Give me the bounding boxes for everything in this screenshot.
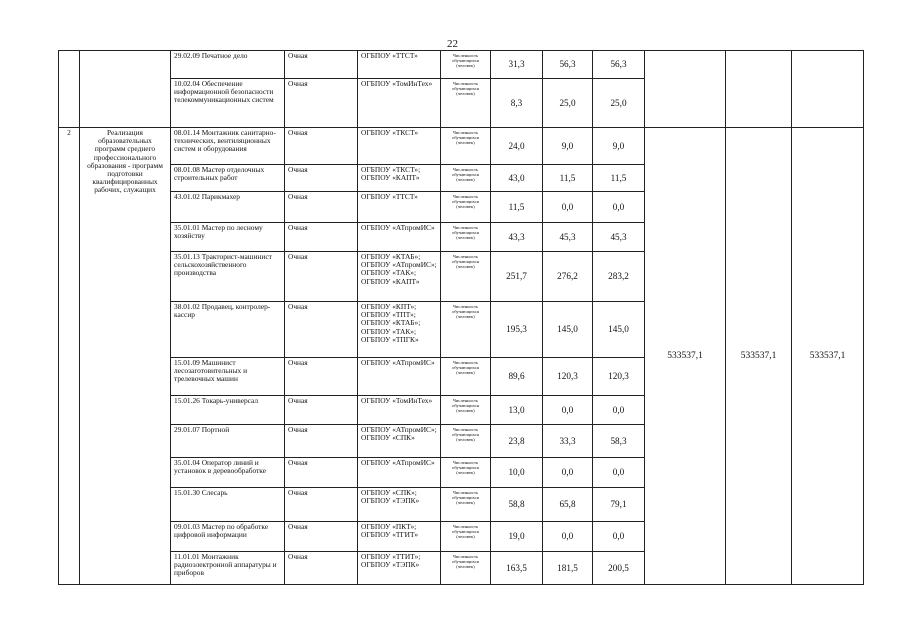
value-cell-1: 58,8 [491, 488, 543, 522]
program-cell: 08.01.14 Монтажник санитарно-технических, вентиляционных систем и оборудования [171, 128, 285, 165]
description-cell-empty [80, 51, 171, 128]
section-total-2: 533537,1 [726, 128, 792, 585]
value-cell-1: 31,3 [491, 51, 543, 79]
organization-cell: ОГБПОУ «АТпромИС» [358, 458, 441, 488]
organization-cell: ОГБПОУ «ТТСТ» [358, 51, 441, 79]
value-cell-2: 120,3 [543, 358, 593, 396]
value-cell-1: 251,7 [491, 252, 543, 302]
value-cell-3: 145,0 [593, 302, 645, 358]
value-cell-2: 276,2 [543, 252, 593, 302]
value-cell-3: 0,0 [593, 458, 645, 488]
value-cell-2: 11,5 [543, 165, 593, 192]
unit-cell: Численность обучающихся (человек) [441, 223, 491, 252]
program-cell: 35.01.04 Оператор линий и установок в деревообработке [171, 458, 285, 488]
value-cell-2: 33,3 [543, 425, 593, 458]
index-cell-empty [59, 51, 80, 128]
organization-cell: ОГБПОУ «ТТСТ» [358, 192, 441, 223]
value-cell-1: 23,8 [491, 425, 543, 458]
value-cell-2: 45,3 [543, 223, 593, 252]
form-cell: Очная [285, 425, 358, 458]
value-cell-1: 163,5 [491, 552, 543, 585]
value-cell-3: 0,0 [593, 522, 645, 552]
organization-cell: ОГБПОУ «СПК»; ОГБПОУ «ТЭПК» [358, 488, 441, 522]
unit-cell: Численность обучающихся (человек) [441, 128, 491, 165]
value-cell-2: 145,0 [543, 302, 593, 358]
program-cell: 08.01.08 Мастер отделочных строительных работ [171, 165, 285, 192]
unit-cell: Численность обучающихся (человек) [441, 165, 491, 192]
program-cell: 29.01.07 Портной [171, 425, 285, 458]
value-cell-3: 11,5 [593, 165, 645, 192]
value-cell-2: 0,0 [543, 192, 593, 223]
table-row [59, 51, 864, 79]
value-cell-2: 65,8 [543, 488, 593, 522]
value-cell-3: 283,2 [593, 252, 645, 302]
unit-cell: Численность обучающихся (человек) [441, 192, 491, 223]
form-cell: Очная [285, 51, 358, 79]
form-cell: Очная [285, 522, 358, 552]
program-cell: 11.01.01 Монтажник радиоэлектронной аппаратуры и приборов [171, 552, 285, 585]
program-cell: 15.01.30 Слесарь [171, 488, 285, 522]
value-cell-1: 8,3 [491, 79, 543, 128]
value-cell-1: 43,3 [491, 223, 543, 252]
value-cell-1: 195,3 [491, 302, 543, 358]
form-cell: Очная [285, 192, 358, 223]
section-description: Реализация образовательных программ среднего профессионального образования - программ подготовки квалифицированных рабочих, служащих [80, 128, 171, 585]
value-cell-2: 0,0 [543, 396, 593, 425]
value-cell-1: 43,0 [491, 165, 543, 192]
value-cell-3: 120,3 [593, 358, 645, 396]
unit-cell: Численность обучающихся (человек) [441, 552, 491, 585]
program-cell: 10.02.04 Обеспечение информационной безопасности телекоммуникационных систем [171, 79, 285, 128]
program-cell: 35.01.13 Тракторист-машинист сельскохозяйственного производства [171, 252, 285, 302]
form-cell: Очная [285, 488, 358, 522]
form-cell: Очная [285, 552, 358, 585]
organization-cell: ОГБПОУ «ТКСТ» [358, 128, 441, 165]
organization-cell: ОГБПОУ «ТТИТ»; ОГБПОУ «ТЭПК» [358, 552, 441, 585]
organization-cell: ОГБПОУ «АТпромИС» [358, 358, 441, 396]
value-cell-1: 13,0 [491, 396, 543, 425]
program-cell: 43.01.02 Парикмахер [171, 192, 285, 223]
value-cell-2: 181,5 [543, 552, 593, 585]
unit-cell: Численность обучающихся (человек) [441, 79, 491, 128]
organization-cell: ОГБПОУ «ТКСТ»; ОГБПОУ «КАПТ» [358, 165, 441, 192]
organization-cell: ОГБПОУ «ТомИнТех» [358, 79, 441, 128]
table-row [59, 128, 864, 165]
total-cell-empty [726, 51, 792, 128]
organization-cell: ОГБПОУ «КПТ»; ОГБПОУ «ТПТ»; ОГБПОУ «КТАБ»; ОГБПОУ «ТАК»; ОГБПОУ «ТПГК» [358, 302, 441, 358]
organization-cell: ОГБПОУ «АТпромИС»; ОГБПОУ «СПК» [358, 425, 441, 458]
program-cell: 38.01.02 Продавец, контролер-кассир [171, 302, 285, 358]
section-index: 2 [59, 128, 80, 585]
value-cell-3: 45,3 [593, 223, 645, 252]
value-cell-2: 0,0 [543, 522, 593, 552]
unit-cell: Численность обучающихся (человек) [441, 358, 491, 396]
unit-cell: Численность обучающихся (человек) [441, 458, 491, 488]
table-body [59, 51, 864, 585]
program-cell: 09.01.03 Мастер по обработке цифровой информации [171, 522, 285, 552]
value-cell-1: 10,0 [491, 458, 543, 488]
value-cell-3: 25,0 [593, 79, 645, 128]
value-cell-3: 79,1 [593, 488, 645, 522]
form-cell: Очная [285, 79, 358, 128]
form-cell: Очная [285, 396, 358, 425]
total-cell-empty [645, 51, 726, 128]
value-cell-1: 24,0 [491, 128, 543, 165]
unit-cell: Численность обучающихся (человек) [441, 51, 491, 79]
value-cell-3: 0,0 [593, 192, 645, 223]
value-cell-2: 56,3 [543, 51, 593, 79]
form-cell: Очная [285, 252, 358, 302]
value-cell-3: 200,5 [593, 552, 645, 585]
form-cell: Очная [285, 302, 358, 358]
value-cell-1: 19,0 [491, 522, 543, 552]
program-cell: 35.01.01 Мастер по лесному хозяйству [171, 223, 285, 252]
value-cell-1: 89,6 [491, 358, 543, 396]
value-cell-3: 9,0 [593, 128, 645, 165]
value-cell-3: 58,3 [593, 425, 645, 458]
organization-cell: ОГБПОУ «АТпромИС» [358, 223, 441, 252]
unit-cell: Численность обучающихся (человек) [441, 302, 491, 358]
program-cell: 15.01.09 Машинист лесозаготовительных и трелевочных машин [171, 358, 285, 396]
section-total-3: 533537,1 [792, 128, 864, 585]
organization-cell: ОГБПОУ «ТомИнТех» [358, 396, 441, 425]
page-number: 22 [447, 38, 458, 50]
section-total-1: 533537,1 [645, 128, 726, 585]
value-cell-2: 25,0 [543, 79, 593, 128]
organization-cell: ОГБПОУ «КТАБ»; ОГБПОУ «АТпромИС»; ОГБПОУ «ТАК»; ОГБПОУ «КАПТ» [358, 252, 441, 302]
value-cell-3: 0,0 [593, 396, 645, 425]
unit-cell: Численность обучающихся (человек) [441, 488, 491, 522]
form-cell: Очная [285, 165, 358, 192]
organization-cell: ОГБПОУ «ПКТ»; ОГБПОУ «ТГИТ» [358, 522, 441, 552]
value-cell-1: 11,5 [491, 192, 543, 223]
unit-cell: Численность обучающихся (человек) [441, 252, 491, 302]
value-cell-3: 56,3 [593, 51, 645, 79]
total-cell-empty [792, 51, 864, 128]
form-cell: Очная [285, 358, 358, 396]
unit-cell: Численность обучающихся (человек) [441, 522, 491, 552]
unit-cell: Численность обучающихся (человек) [441, 425, 491, 458]
program-table [58, 50, 864, 585]
form-cell: Очная [285, 128, 358, 165]
program-cell: 29.02.09 Печатное дело [171, 51, 285, 79]
form-cell: Очная [285, 458, 358, 488]
value-cell-2: 9,0 [543, 128, 593, 165]
value-cell-2: 0,0 [543, 458, 593, 488]
program-cell: 15.01.26 Токарь-универсал [171, 396, 285, 425]
unit-cell: Численность обучающихся (человек) [441, 396, 491, 425]
form-cell: Очная [285, 223, 358, 252]
